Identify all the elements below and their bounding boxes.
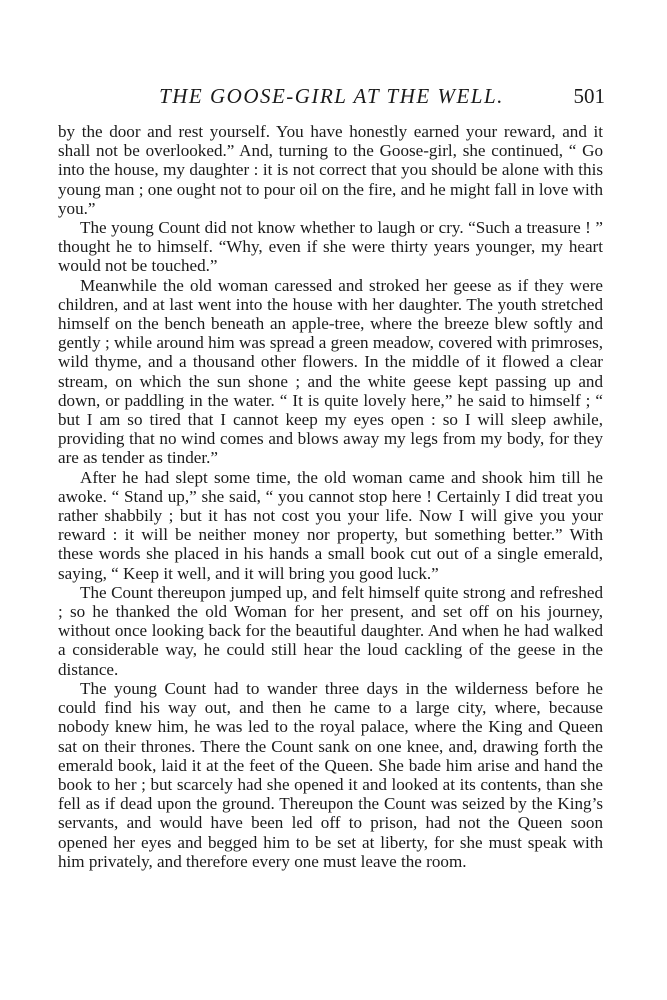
paragraph: by the door and rest yourself. You have honestly earned your reward, and it shall not be overlooked.” And, turning to the Goose-girl, she continued, “ Go into the house, my daughter : it is not correct that you should be alone with this young man ; one ought not to pour oil on the fire, and he might fall in love with you.” xyxy=(58,122,603,218)
paragraph: After he had slept some time, the old woman came and shook him till he awoke. “ Stand up,” she said, “ you cannot stop here ! Certainly I did treat you rather shabbily ; but it has not cost you your life. Now I will give you your reward : it will be neither money nor property, but something better.” With these words she placed in his hands a small book cut out of a single emerald, saying, “ Keep it well, and it will bring you good luck.” xyxy=(58,467,603,583)
paragraph: The young Count had to wander three days in the wilderness before he could find his way out, and then he came to a large city, where, because nobody knew him, he was led to the royal palace, where the King and Queen sat on their thrones. There the Count sank on one knee, and, drawing forth the emerald book, laid it at the feet of the Queen. She bade him arise and hand the book to her ; but scarcely had she opened it and looked at its contents, than she fell as if dead upon the ground. Thereupon the Count was seized by the King’s servants, and would have been led off to prison, had not the Queen soon opened her eyes and begged him to be set at liberty, for she must speak with him privately, and therefore every one must leave the room. xyxy=(58,678,603,871)
paragraph: The Count thereupon jumped up, and felt himself quite strong and refreshed ; so he thanked the old Woman for her present, and set off on his journey, without once looking back for the beautiful daughter. And when he had walked a considerable way, he could still hear the loud cackling of the geese in the distance. xyxy=(58,582,603,679)
body-text xyxy=(58,122,603,871)
page-number: 501 xyxy=(573,84,605,108)
running-title: THE GOOSE-GIRL AT THE WELL. xyxy=(159,84,504,108)
paragraph: Meanwhile the old woman caressed and stroked her geese as if they were children, and at last went into the house with her daughter. The youth stretched himself on the bench beneath an apple-tree, where the breeze blew softly and gently ; while around him was spread a green meadow, covered with primroses, wild thyme, and a thousand other flowers. In the middle of it flowed a clear stream, on which the sun shone ; and the white geese kept passing up and down, or paddling in the water. “ It is quite lovely here,” he said to himself ; “ but I am so tired that I cannot keep my eyes open : so I will sleep awhile, providing that no wind comes and blows away my legs from my body, for they are as tender as tinder.” xyxy=(58,275,603,468)
paragraph: The young Count did not know whether to laugh or cry. “Such a treasure ! ” thought he to himself. “Why, even if she were thirty years younger, my heart would not be touched.” xyxy=(58,218,603,276)
page-header xyxy=(58,84,605,114)
